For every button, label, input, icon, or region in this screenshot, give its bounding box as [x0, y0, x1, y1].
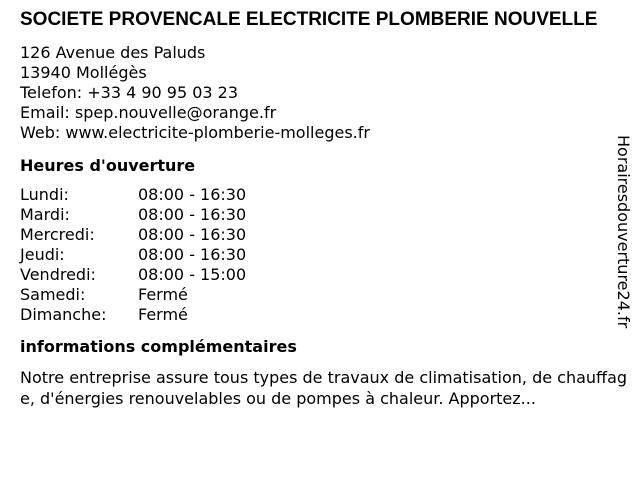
listing-card [20, 9, 632, 409]
day-hours: Fermé [138, 285, 188, 304]
hours-row-saturday [20, 285, 246, 305]
day-label: Mercredi: [20, 225, 95, 244]
phone-number[interactable]: Telefon: +33 4 90 95 03 23 [20, 83, 239, 102]
opening-hours-table [20, 185, 246, 325]
hours-row-friday [20, 265, 246, 285]
day-hours: 08:00 - 16:30 [138, 185, 247, 204]
hours-row-sunday [20, 305, 246, 325]
day-hours: 08:00 - 16:30 [138, 205, 247, 224]
additional-info-text: Notre entreprise assure tous types de travaux de climatisation, de chauffage, d'énergies renouvelables ou de pompes à chaleur. Apportez... [20, 368, 628, 408]
day-label: Vendredi: [20, 265, 96, 284]
day-label: Mardi: [20, 205, 70, 224]
website-link[interactable]: Web: www.electricite-plomberie-molleges.fr [20, 123, 370, 142]
hours-row-monday [20, 185, 246, 205]
contact-block [20, 43, 632, 143]
opening-hours-heading: Heures d'ouverture [20, 156, 196, 175]
company-name: SOCIETE PROVENCALE ELECTRICITE PLOMBERIE NOUVELLE [20, 9, 598, 30]
city-postcode: 13940 Mollégès [20, 63, 147, 82]
day-hours: Fermé [138, 305, 188, 324]
site-watermark: Horairesdouverture24.fr [614, 135, 633, 329]
hours-row-tuesday [20, 205, 246, 225]
day-label: Samedi: [20, 285, 86, 304]
day-hours: 08:00 - 16:30 [138, 245, 247, 264]
day-label: Jeudi: [20, 245, 65, 264]
day-label: Lundi: [20, 185, 69, 204]
street-address: 126 Avenue des Paluds [20, 43, 206, 62]
email-address[interactable]: Email: spep.nouvelle@orange.fr [20, 103, 277, 122]
day-hours: 08:00 - 16:30 [138, 225, 247, 244]
additional-info-heading: informations complémentaires [20, 337, 297, 356]
day-hours: 08:00 - 15:00 [138, 265, 247, 284]
hours-row-thursday [20, 245, 246, 265]
day-label: Dimanche: [20, 305, 107, 324]
hours-row-wednesday [20, 225, 246, 245]
